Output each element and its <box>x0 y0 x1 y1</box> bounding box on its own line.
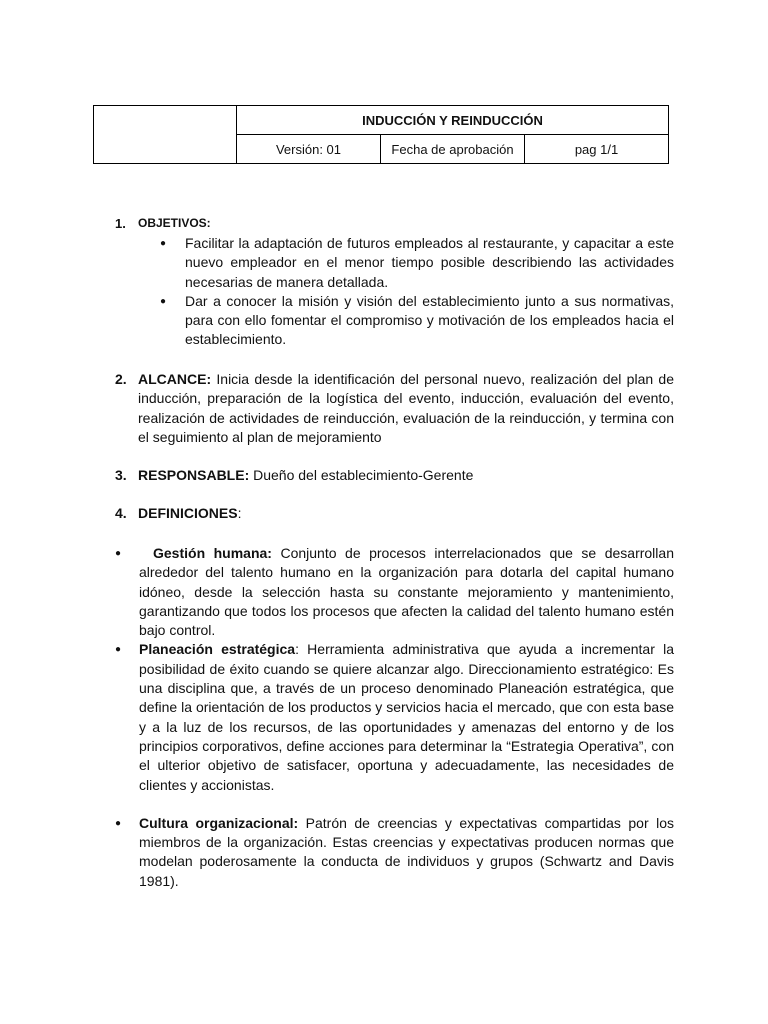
section-3-title: RESPONSABLE: <box>138 467 250 483</box>
document-header-table <box>93 105 669 164</box>
objective-text: Facilitar la adaptación de futuros empleados al restaurante, y capacitar a este nuevo empleador en el menor tiempo posible describiendo las actividades necesarias de manera detallada. <box>185 235 674 290</box>
document-title: INDUCCIÓN Y REINDUCCIÓN <box>237 106 669 135</box>
definition-term: Cultura organizacional: <box>139 814 299 831</box>
bullet-icon: ● <box>160 295 167 307</box>
bullet-icon: ● <box>115 817 122 829</box>
page-number-cell: pag 1/1 <box>525 135 669 164</box>
logo-cell <box>94 106 237 164</box>
objective-item <box>160 292 674 350</box>
definition-term: Gestión humana: <box>153 545 272 561</box>
objectives-list <box>160 234 674 350</box>
section-1-title: OBJETIVOS: <box>138 216 211 230</box>
section-4-title: DEFINICIONES <box>138 505 238 521</box>
section-3-text: Dueño del establecimiento-Gerente <box>249 467 474 483</box>
objective-text: Dar a conocer la misión y visión del establecimiento junto a sus normativas, para con ello fomentar el compromiso y motivación de los empleados hacia el establecimiento. <box>185 292 674 348</box>
section-2-number: 2. <box>115 371 127 387</box>
section-alcance <box>138 370 674 447</box>
definition-item <box>115 640 674 794</box>
bullet-icon: ● <box>160 238 167 249</box>
definition-text: : Herramienta administrativa que ayuda a incrementar la posibilidad de éxito cuando se quiere alcanzar algo. Direccionamiento estratégico: Es una disciplina que, a través de un proceso denominado Planeación estratégica, que define la orientación de los productos y servicios hacia el mercado, que con esta base y a la luz de los recursos, de las oportunidades y amenazas del entorno y de los principios corporativos, define acciones para determinar la “Estrategia Operativa”, con el ulterior objetivo de satisfacer, oportuna y adecuadamente, las necesidades de clientes y accionistas. <box>139 641 674 793</box>
section-definiciones <box>138 504 674 523</box>
section-1-number: 1. <box>115 216 126 231</box>
section-4-number: 4. <box>115 505 127 521</box>
approval-date-cell: Fecha de aprobación <box>381 135 525 164</box>
definition-item <box>115 814 674 891</box>
definitions-list <box>115 544 674 891</box>
definition-term: Planeación estratégica <box>139 641 296 658</box>
bullet-icon: ● <box>115 644 122 656</box>
section-2-title: ALCANCE: <box>138 371 212 387</box>
section-4-suffix: : <box>237 505 242 521</box>
bullet-icon: ● <box>115 548 122 559</box>
section-2-text: Inicia desde la identificación del personal nuevo, realización del plan de inducción, preparación de la logística del evento, inducción, evaluación del evento, realización de actividades de reinducción, evaluación de la reinducción, y termina con el seguimiento al plan de mejoramiento <box>138 371 674 445</box>
version-cell: Versión: 01 <box>237 135 381 164</box>
objective-item <box>160 234 674 292</box>
definition-text: Patrón de creencias y expectativas compartidas por los miembros de la organización. Estas creencias y expectativas producen normas que modelan poderosamente la conducta de individuos y grupos (Schwartz and Davis 1981). <box>139 814 674 889</box>
definition-text: Conjunto de procesos interrelacionados que se desarrollan alrededor del talento humano en la organización para dotarla del capital humano idóneo, desde la selección hasta su constante mejoramiento y mantenimiento, garantizando que todos los procesos que afecten la calidad del talento humano estén bajo control. <box>139 545 674 639</box>
section-3-number: 3. <box>115 467 127 483</box>
section-responsable <box>138 466 674 485</box>
definition-item <box>115 544 674 640</box>
